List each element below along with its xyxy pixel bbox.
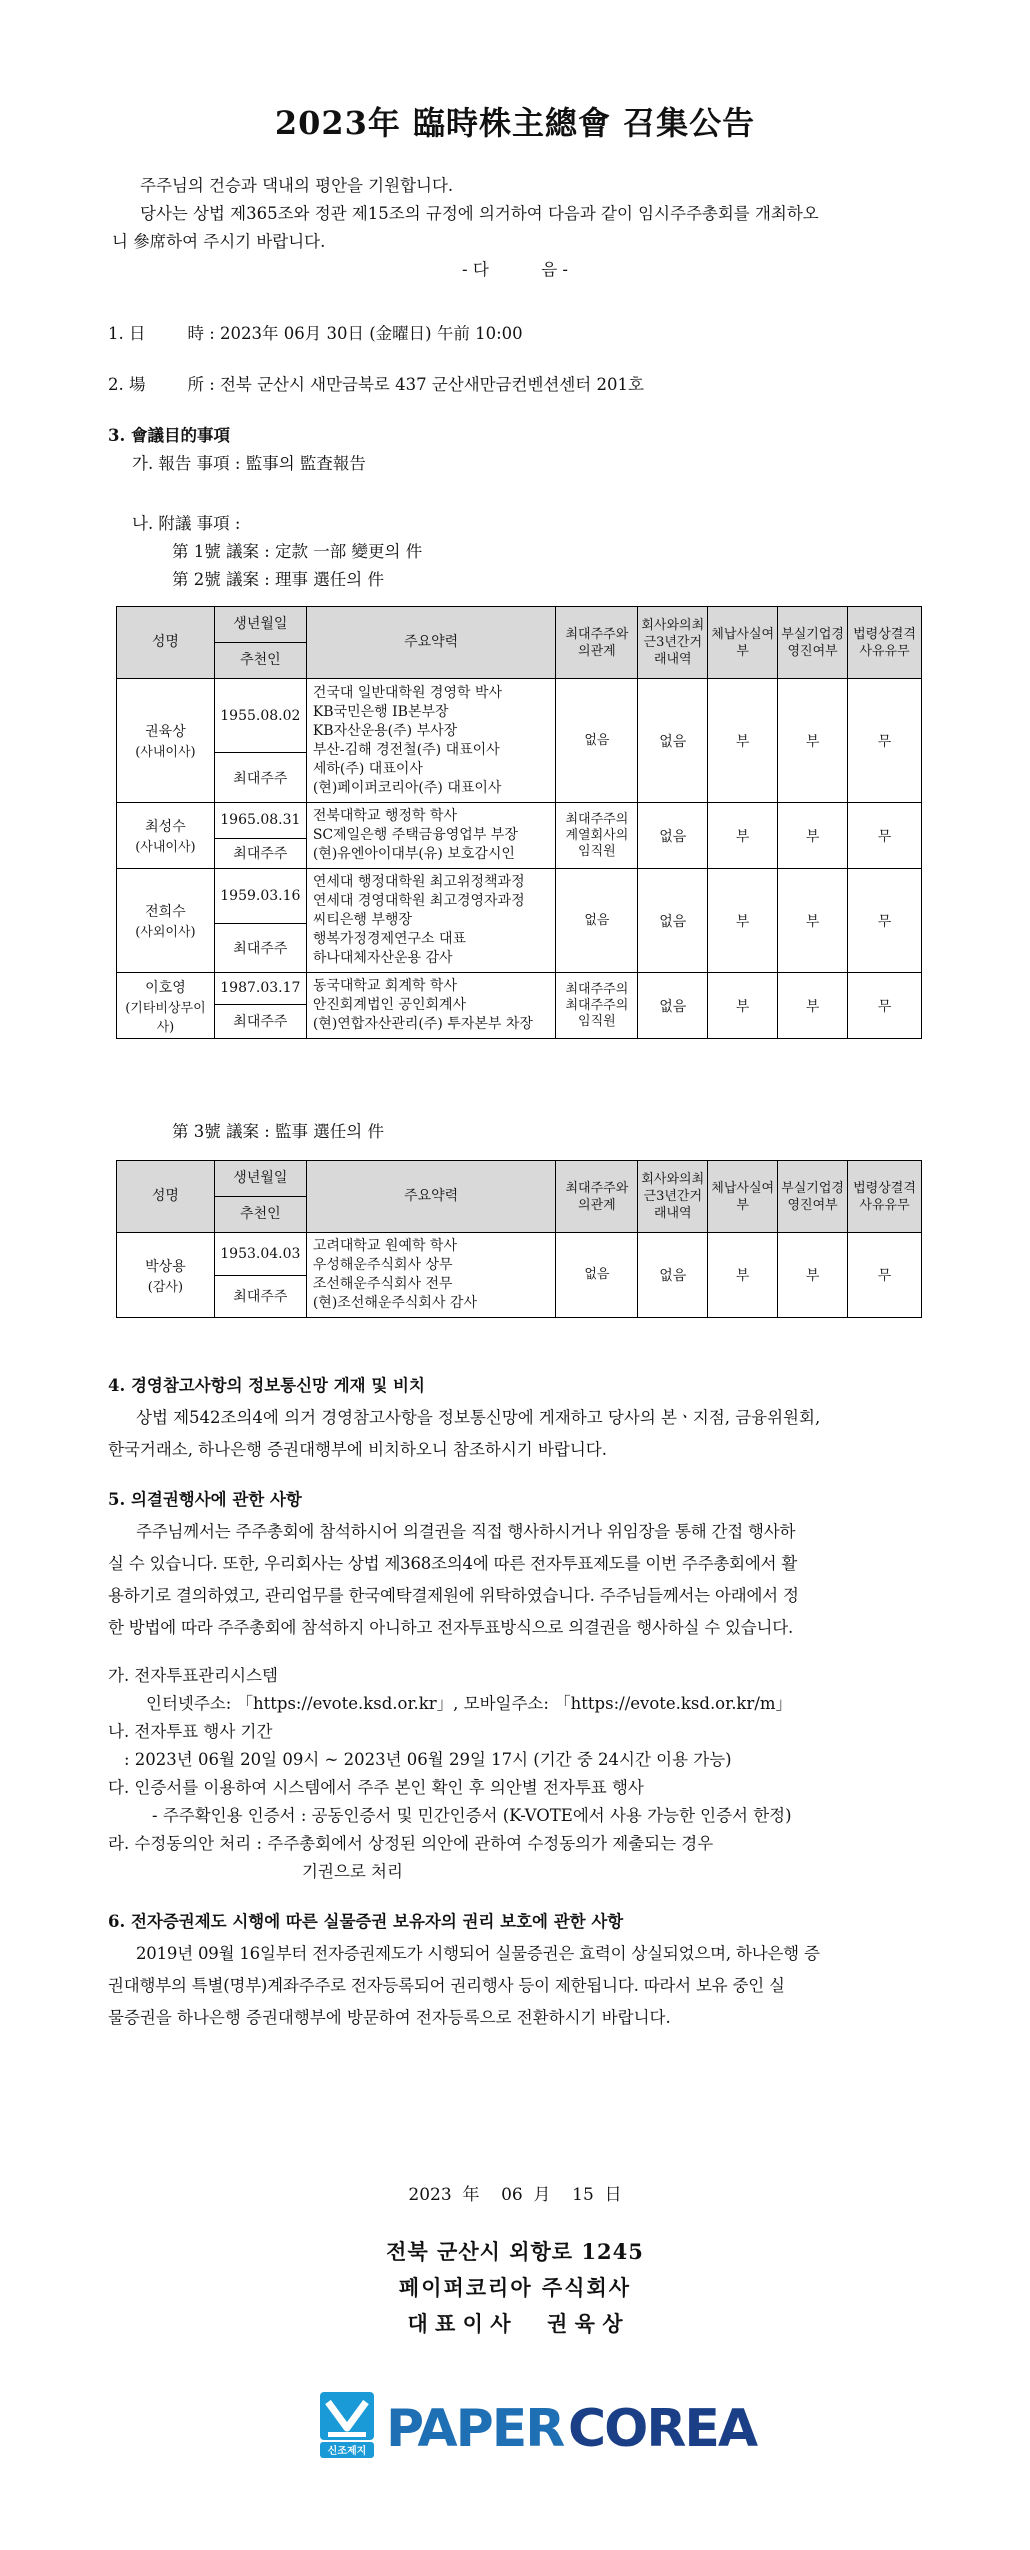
- section5-line3: 용하기로 결의하였고, 관리업무를 한국예탁결제원에 위탁하였습니다. 주주님들께서는 아래에서 정: [108, 1586, 799, 1605]
- logo-paper-text: PAPER: [386, 2399, 564, 2459]
- section-agenda-heading: 3. 會議目的事項: [108, 426, 230, 445]
- page-title: 2023年 臨時株主總會 召集公告: [274, 104, 756, 142]
- intro-greeting: 주주님의 건승과 댁내의 평안을 기원합니다.: [140, 176, 454, 195]
- trade-cell: 없음: [638, 1233, 708, 1318]
- auditors-table: [116, 1160, 922, 1318]
- recommender-cell: 최대주주: [214, 1004, 306, 1038]
- evote-amendment-detail: 기권으로 처리: [302, 1862, 403, 1881]
- agenda-2: 第 2號 議案 : 理事 選任의 件: [172, 570, 384, 589]
- section4-line1: 상법 제542조의4에 의거 경영참고사항을 정보통신망에 게재하고 당사의 본ㆍ지점, 금융위원회,: [136, 1408, 821, 1427]
- candidate-name-cell: [117, 1233, 215, 1318]
- trade-cell: 없음: [638, 679, 708, 803]
- evote-period: : 2023년 06월 20일 09시 ~ 2023년 06월 29일 17시 (기간 중 24시간 이용 가능): [124, 1750, 732, 1769]
- candidate-name: 이호영: [145, 979, 186, 996]
- birth-date: 1959.03.16: [214, 869, 306, 924]
- career-cell: [306, 973, 556, 1039]
- relation-cell: 최대주주의계열회사의임직원: [556, 803, 638, 869]
- header-legal: 법령상결격사유유무: [848, 607, 922, 679]
- notice-date: 2023 年 06 月 15 日: [408, 2185, 622, 2205]
- career-cell: [306, 679, 556, 803]
- insolvent-cell: 부: [778, 679, 848, 803]
- tax-cell: 부: [708, 869, 778, 973]
- career-item: 건국대 일반대학원 경영학 박사: [312, 684, 503, 701]
- birth-date: 1987.03.17: [214, 973, 306, 1005]
- section4-heading: 4. 경영참고사항의 정보통신망 게재 및 비치: [108, 1376, 425, 1395]
- legal-cell: 무: [848, 679, 922, 803]
- candidate-role: (감사): [147, 1279, 184, 1295]
- career-item: 세하(주) 대표이사: [312, 760, 423, 777]
- header-tax: 체납사실여부: [708, 1161, 778, 1233]
- header-recommender: 추천인: [214, 1197, 306, 1233]
- insolvent-cell: 부: [778, 973, 848, 1039]
- evote-urls: 인터넷주소: 「https://evote.ksd.or.kr」, 모바일주소: 「https://evote.ksd.or.kr/m」: [146, 1694, 793, 1713]
- career-item: (현)유엔아이대부(유) 보호감시인: [312, 846, 515, 862]
- relation-cell: 최대주주의최대주주의임직원: [556, 973, 638, 1039]
- logo-badge-text: 신조제지: [327, 2446, 367, 2457]
- recommender-cell: 최대주주: [214, 753, 306, 803]
- table-row: [117, 869, 922, 924]
- career-item: 안진회계법인 공인회계사: [312, 997, 467, 1013]
- career-item: 부산-김해 경전철(주) 대표이사: [312, 741, 500, 758]
- trade-cell: 없음: [638, 803, 708, 869]
- candidate-name: 권육상: [145, 724, 186, 740]
- candidate-name: 박상용: [145, 1258, 186, 1275]
- company-logo: [318, 2388, 757, 2460]
- relation-cell: 없음: [556, 1233, 638, 1318]
- section6-line3: 물증권을 하나은행 증권대행부에 방문하여 전자등록으로 전환하시기 바랍니다.: [108, 2008, 671, 2027]
- career-cell: [306, 869, 556, 973]
- header-career: 주요약력: [306, 607, 556, 679]
- intro-line2: 니 參席하여 주시기 바랍니다.: [112, 232, 326, 251]
- birth-date: 1965.08.31: [214, 803, 306, 839]
- career-item: 씨티은행 부행장: [312, 912, 412, 928]
- candidate-name-cell: [117, 803, 215, 869]
- career-cell: [306, 803, 556, 869]
- insolvent-cell: 부: [778, 803, 848, 869]
- candidate-name-cell: [117, 679, 215, 803]
- birth-date: 1953.04.03: [214, 1233, 306, 1276]
- career-item: 전북대학교 행정학 학사: [312, 808, 457, 824]
- career-item: KB국민은행 IB본부장: [312, 703, 449, 720]
- table-row: [117, 679, 922, 753]
- section-date: 1. 日 時 : 2023年 06月 30日 (金曜日) 午前 10:00: [108, 324, 523, 343]
- recommender-cell: 최대주주: [214, 923, 306, 972]
- evote-system-label: 가. 전자투표관리시스템: [108, 1666, 278, 1685]
- header-legal: 법령상결격사유유무: [848, 1161, 922, 1233]
- trade-cell: 없음: [638, 869, 708, 973]
- career-item: (현)페이퍼코리아(주) 대표이사: [312, 779, 502, 796]
- header-trade: 회사와의최근3년간거래내역: [638, 1161, 708, 1233]
- legal-cell: 무: [848, 803, 922, 869]
- candidate-role: (사외이사): [135, 925, 196, 940]
- career-item: 행복가정경제연구소 대표: [312, 931, 467, 947]
- candidate-role: (사내이사): [135, 745, 196, 760]
- insolvent-cell: 부: [778, 869, 848, 973]
- header-birth: 생년월일: [214, 1161, 306, 1197]
- candidate-name-cell: [117, 869, 215, 973]
- relation-cell: 없음: [556, 679, 638, 803]
- logo-mark-icon: [318, 2388, 757, 2460]
- section-place: 2. 場 所 : 전북 군산시 새만금북로 437 군산새만금컨벤션센터 201호: [108, 375, 644, 394]
- header-relation: 최대주주와의관계: [556, 607, 638, 679]
- candidate-name-cell: [117, 973, 215, 1039]
- tax-cell: 부: [708, 973, 778, 1039]
- header-tax: 체납사실여부: [708, 607, 778, 679]
- tax-cell: 부: [708, 679, 778, 803]
- section6-line2: 권대행부의 특별(명부)계좌주주로 전자등록되어 권리행사 등이 제한됩니다. 따라서 보유 중인 실: [108, 1976, 785, 1995]
- relation-cell: 없음: [556, 869, 638, 973]
- section6-line1: 2019년 09월 16일부터 전자증권제도가 시행되어 실물증권은 효력이 상실되었으며, 하나은행 증: [136, 1944, 820, 1963]
- insolvent-cell: 부: [778, 1233, 848, 1318]
- header-insolvent: 부실기업경영진여부: [778, 607, 848, 679]
- header-name: 성명: [117, 607, 215, 679]
- agenda-3: 第 3號 議案 : 監事 選任의 件: [172, 1122, 384, 1141]
- company-name: 페이퍼코리아 주식회사: [398, 2275, 632, 2300]
- header-birth: 생년월일: [214, 607, 306, 643]
- tax-cell: 부: [708, 803, 778, 869]
- legal-cell: 무: [848, 973, 922, 1039]
- section6-heading: 6. 전자증권제도 시행에 따른 실물증권 보유자의 권리 보호에 관한 사항: [108, 1912, 624, 1931]
- recommender-cell: 최대주주: [214, 1275, 306, 1318]
- section5-line2: 실 수 있습니다. 또한, 우리회사는 상법 제368조의4에 따른 전자투표제도를 이번 주주총회에서 활: [108, 1554, 798, 1573]
- career-item: 고려대학교 원예학 학사: [312, 1238, 457, 1254]
- header-insolvent: 부실기업경영진여부: [778, 1161, 848, 1233]
- career-item: 조선해운주식회사 전무: [312, 1276, 453, 1292]
- header-relation: 최대주주와의관계: [556, 1161, 638, 1233]
- career-item: 우성해운주식회사 상무: [312, 1257, 453, 1273]
- career-item: 동국대학교 회계학 학사: [312, 978, 457, 994]
- evote-certificate: 다. 인증서를 이용하여 시스템에서 주주 본인 확인 후 의안별 전자투표 행사: [108, 1778, 644, 1797]
- career-item: 연세대 경영대학원 최고경영자과정: [312, 893, 525, 909]
- header-name: 성명: [117, 1161, 215, 1233]
- career-item: KB자산운용(주) 부사장: [312, 722, 458, 739]
- career-item: (현)조선해운주식회사 감사: [312, 1295, 477, 1311]
- candidate-role: (기타비상무이사): [125, 1000, 206, 1035]
- career-cell: [306, 1233, 556, 1318]
- career-item: SC제일은행 주택금융영업부 부장: [312, 827, 518, 843]
- header-career: 주요약력: [306, 1161, 556, 1233]
- logo-corea-text: COREA: [568, 2399, 757, 2459]
- agenda-1: 第 1號 議案 : 定款 一部 變更의 件: [172, 542, 423, 561]
- career-item: 하나대체자산운용 감사: [312, 950, 453, 966]
- legal-cell: 무: [848, 869, 922, 973]
- header-trade: 회사와의최근3년간거래내역: [638, 607, 708, 679]
- career-item: 연세대 행정대학원 최고위정책과정: [312, 874, 525, 890]
- evote-amendment: 라. 수정동의안 처리 : 주주총회에서 상정된 의안에 관하여 수정동의가 제출되는 경우: [108, 1834, 714, 1853]
- header-recommender: 추천인: [214, 643, 306, 679]
- candidate-role: (사내이사): [135, 840, 196, 855]
- intro-line1: 당사는 상법 제365조와 정관 제15조의 규정에 의거하여 다음과 같이 임시주주총회를 개최하오: [140, 204, 819, 223]
- career-item: (현)연합자산관리(주) 투자본부 차장: [312, 1016, 533, 1032]
- legal-cell: 무: [848, 1233, 922, 1318]
- birth-date: 1955.08.02: [214, 679, 306, 753]
- section5-heading: 5. 의결권행사에 관한 사항: [108, 1490, 302, 1509]
- evote-certificate-detail: - 주주확인용 인증서 : 공동인증서 및 민간인증서 (K-VOTE에서 사용 가능한 인증서 한정): [152, 1806, 792, 1825]
- recommender-cell: 최대주주: [214, 838, 306, 868]
- section4-line2: 한국거래소, 하나은행 증권대행부에 비치하오니 참조하시기 바랍니다.: [108, 1440, 607, 1459]
- ceo-name: 대 표 이 사 권 육 상: [407, 2311, 623, 2336]
- table-row: [117, 1233, 922, 1276]
- section5-line1: 주주님께서는 주주총회에 참석하시어 의결권을 직접 행사하시거나 위임장을 통해 간접 행사하: [136, 1522, 796, 1541]
- section5-line4: 한 방법에 따라 주주총회에 참석하지 아니하고 전자투표방식으로 의결권을 행사하실 수 있습니다.: [108, 1618, 794, 1637]
- trade-cell: 없음: [638, 973, 708, 1039]
- report-items: 가. 報告 事項 : 監事의 監査報告: [132, 454, 366, 473]
- company-address: 전북 군산시 외항로 1245: [386, 2239, 644, 2264]
- table-row: [117, 803, 922, 839]
- intro-center: - 다 음 -: [462, 260, 568, 279]
- candidate-name: 최성수: [145, 819, 186, 835]
- candidate-name: 전희수: [145, 904, 186, 920]
- evote-period-label: 나. 전자투표 행사 기간: [108, 1722, 273, 1741]
- table-row: [117, 973, 922, 1005]
- tax-cell: 부: [708, 1233, 778, 1318]
- resolution-items: 나. 附議 事項 :: [132, 514, 241, 533]
- directors-table: [116, 606, 922, 1039]
